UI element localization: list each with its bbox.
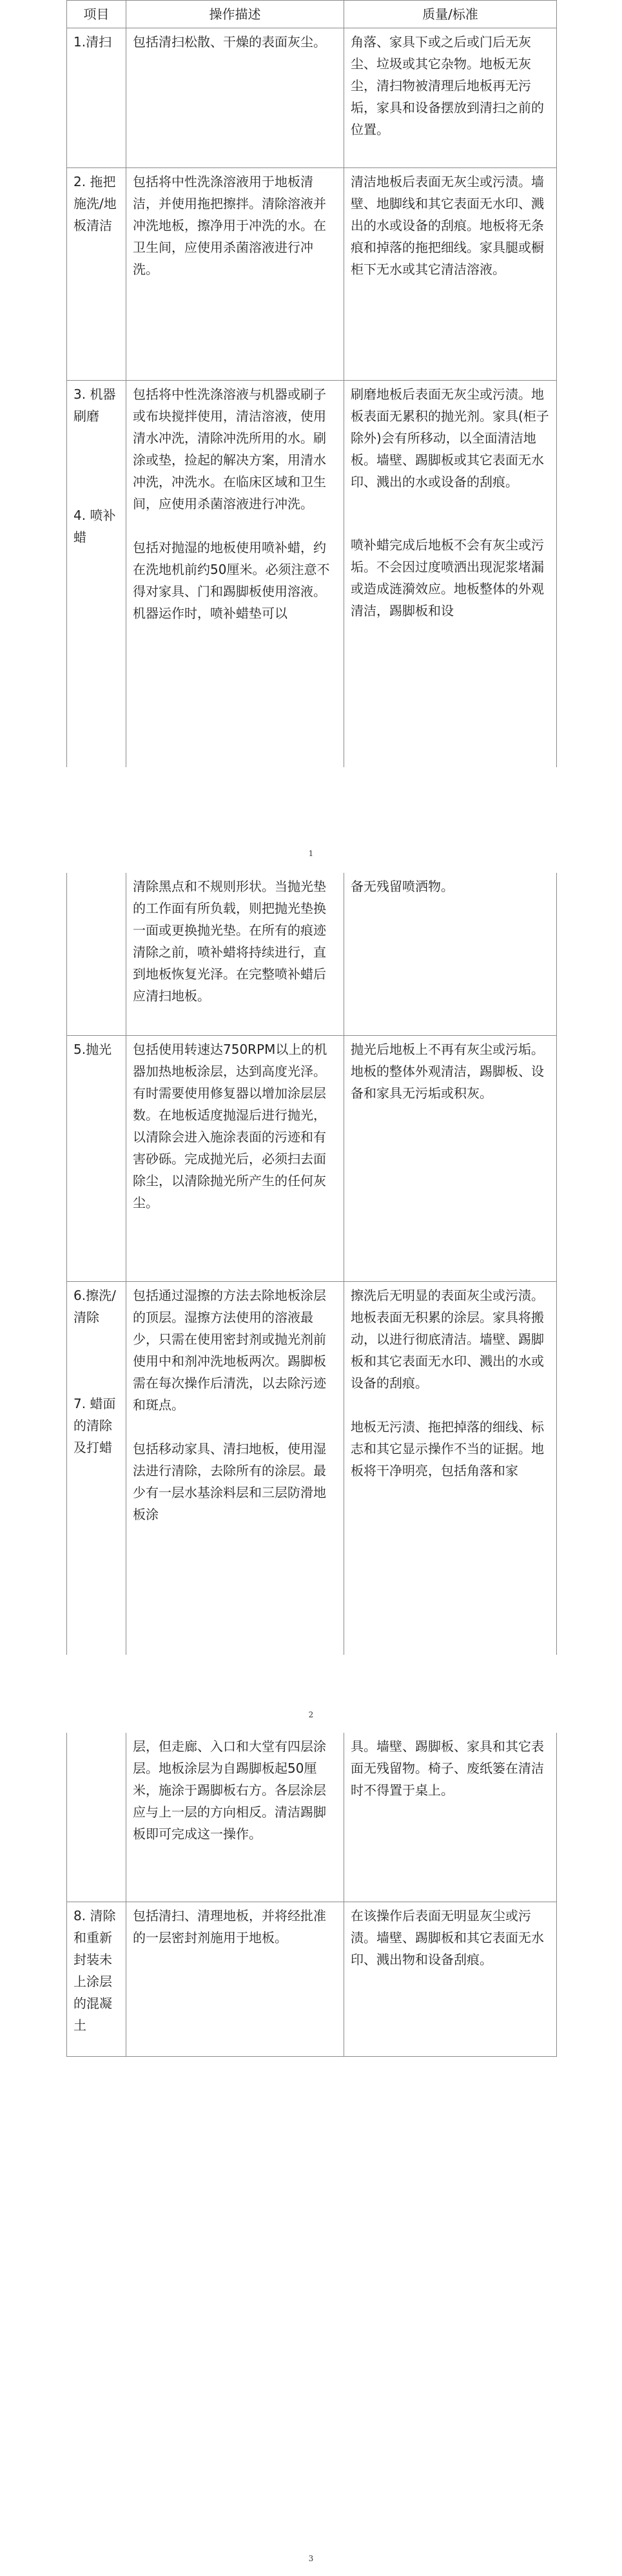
table-header-row	[67, 1, 557, 28]
table-row	[67, 28, 557, 168]
table-row	[67, 873, 557, 1035]
table-row	[67, 1733, 557, 1902]
header-quality-standard: 质量/标准	[344, 1, 557, 28]
item-cell	[67, 873, 126, 1035]
item-cell	[67, 1733, 126, 1902]
item-label: 3. 机器刷磨	[73, 386, 116, 424]
item-label-secondary: 4. 喷补蜡	[73, 508, 116, 545]
header-description: 操作描述	[126, 1, 344, 28]
page-1	[0, 0, 622, 870]
standard-text-secondary: 喷补蜡完成后地板不会有灰尘或污垢。不会因过度喷洒出现泥浆堵漏或造成涟漪效应。地板整体的外观清洁，踢脚板和设	[351, 537, 544, 618]
item-cell: 8. 清除和重新封装未上涂层的混凝土	[67, 1902, 126, 2056]
description-cell: 清除黑点和不规则形状。当抛光垫的工作面有所负载，则把抛光垫换一面或更换抛光垫。在所有的痕迹清除之前，喷补蜡将持续进行，直到地板恢复光泽。在完整喷补蜡后应清扫地板。	[126, 873, 344, 1035]
standard-cell	[344, 1281, 557, 1655]
page-3	[0, 1733, 622, 2576]
table-row	[67, 168, 557, 381]
standard-cell: 具。墙壁、踢脚板、家具和其它表面无残留物。椅子、废纸篓在清洁时不得置于桌上。	[344, 1733, 557, 1902]
description-cell: 层，但走廊、入口和大堂有四层涂层。地板涂层为自踢脚板起50厘米，施涂于踢脚板右方。各层涂层应与上一层的方向相反。清洁踢脚板即可完成这一操作。	[126, 1733, 344, 1902]
standard-cell: 清洁地板后表面无灰尘或污渍。墙壁、地脚线和其它表面无水印、溅出的水或设备的刮痕。地板将无条痕和掉落的拖把细线。家具腿或橱柜下无水或其它清洁溶液。	[344, 168, 557, 381]
item-cell	[67, 381, 126, 767]
description-cell: 包括将中性洗涤溶液用于地板清洁，并使用拖把擦拌。清除溶液并冲洗地板，擦净用于冲洗的水。在卫生间，应使用杀菌溶液进行冲洗。	[126, 168, 344, 381]
table-row	[67, 1035, 557, 1281]
description-text: 包括将中性洗涤溶液与机器或刷子或布块搅拌使用，清洁溶液，使用清水冲洗，清除冲洗所用的水。刷涂或垫，捡起的解决方案，用清水冲洗，冲洗水。在临床区域和卫生间，应使用杀菌溶液进行冲洗。	[133, 386, 326, 511]
table-row	[67, 1281, 557, 1655]
item-cell: 5.抛光	[67, 1035, 126, 1281]
standard-text-secondary: 地板无污渍、拖把掉落的细线、标志和其它显示操作不当的证据。地板将干净明亮，包括角落和家	[351, 1418, 544, 1478]
description-cell: 包括使用转速达750RPM以上的机器加热地板涂层，达到高度光泽。有时需要使用修复器以增加涂层层数。在地板适度抛湿后进行抛光，以清除会进入施涂表面的污迹和有害砂砾。完成抛光后，必须扫去面除尘，以清除抛光所产生的任何灰尘。	[126, 1035, 344, 1281]
item-cell	[67, 1281, 126, 1655]
description-text-secondary: 包括对抛湿的地板使用喷补蜡，约在洗地机前约50厘米。必须注意不得对家具、门和踢脚板使用溶液。机器运作时，喷补蜡垫可以	[133, 540, 330, 621]
description-text-secondary: 包括移动家具、清扫地板，使用湿法进行清除，去除所有的涂层。最少有一层水基涂料层和三层防滑地板涂	[133, 1440, 326, 1522]
standard-cell: 在该操作后表面无明显灰尘或污渍。墙壁、踢脚板和其它表面无水印、溅出物和设备刮痕。	[344, 1902, 557, 2056]
table-row	[67, 1902, 557, 2056]
description-cell	[126, 1281, 344, 1655]
item-cell: 1.清扫	[67, 28, 126, 168]
standard-text: 擦洗后无明显的表面灰尘或污渍。地板表面无积累的涂层。家具将搬动，以进行彻底清洁。墙壁、踢脚板和其它表面无水印、溅出的水或设备的刮痕。	[351, 1287, 544, 1391]
description-cell: 包括清扫、清理地板，并将经批准的一层密封剂施用于地板。	[126, 1902, 344, 2056]
item-label: 6.擦洗/清除	[73, 1287, 116, 1325]
page-number: 1	[308, 849, 314, 858]
page-number: 3	[308, 2554, 314, 2563]
description-cell	[126, 381, 344, 767]
item-cell: 2. 拖把施洗/地板清洁	[67, 168, 126, 381]
item-label-secondary: 7. 蜡面的清除及打蜡	[73, 1395, 116, 1455]
procedure-table-page-3	[66, 1733, 557, 2057]
standard-cell: 角落、家具下或之后或门后无灰尘、垃圾或其它杂物。地板无灰尘，清扫物被清理后地板再无污垢，家具和设备摆放到清扫之前的位置。	[344, 28, 557, 168]
page-number: 2	[308, 1710, 314, 1719]
standard-cell: 抛光后地板上不再有灰尘或污垢。地板的整体外观清洁，踢脚板、设备和家具无污垢或积灰。	[344, 1035, 557, 1281]
standard-text: 刷磨地板后表面无灰尘或污渍。地板表面无累积的抛光剂。家具(柜子除外)会有所移动，以全面清洁地板。墙壁、踢脚板或其它表面无水印、溅出的水或设备的刮痕。	[351, 386, 549, 490]
procedure-table-page-2	[66, 873, 557, 1655]
header-item: 项目	[67, 1, 126, 28]
standard-cell: 备无残留喷洒物。	[344, 873, 557, 1035]
page-2	[0, 873, 622, 1730]
procedure-table-page-1	[66, 0, 557, 767]
table-row	[67, 381, 557, 767]
description-cell: 包括清扫松散、干燥的表面灰尘。	[126, 28, 344, 168]
description-text: 包括通过湿擦的方法去除地板涂层的顶层。湿擦方法使用的溶液最少，只需在使用密封剂或抛光剂前使用中和剂冲洗地板两次。踢脚板需在每次操作后清洗，以去除污迹和斑点。	[133, 1287, 326, 1413]
standard-cell	[344, 381, 557, 767]
